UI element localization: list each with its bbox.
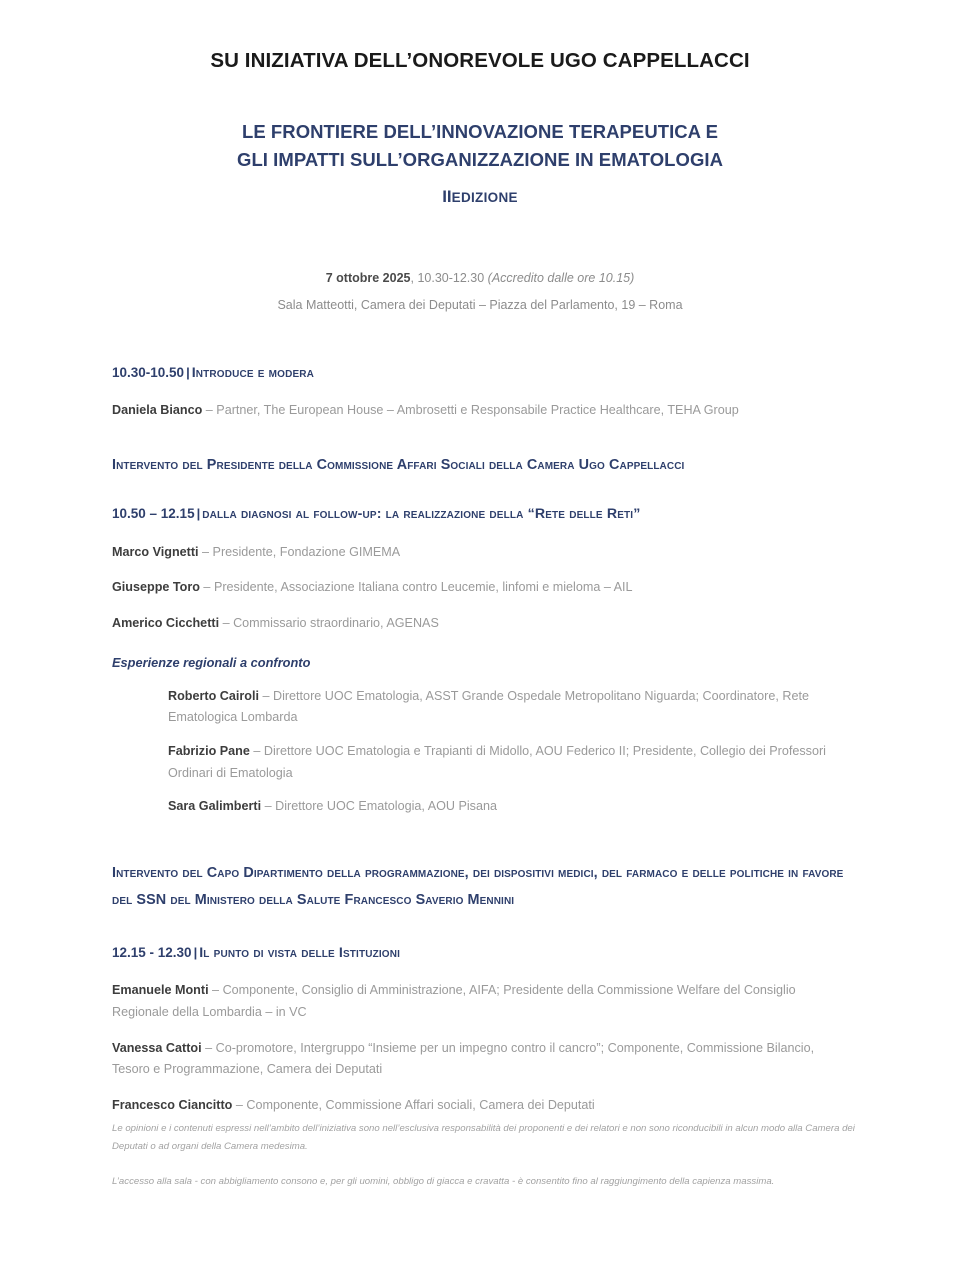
- speaker-role: – Direttore UOC Ematologia e Trapianti di Midollo, AOU Federico II; Presidente, Collegio dei Professori Ordinari di Ematologia: [168, 743, 826, 780]
- event-datetime-line: [0, 265, 960, 292]
- speaker-role: – Presidente, Associazione Italiana contro Leucemie, linfomi e mieloma – AIL: [199, 580, 633, 595]
- speaker-entry: [112, 400, 848, 422]
- speaker-entry: [168, 686, 848, 729]
- event-date: 7 ottobre 2025: [325, 270, 411, 285]
- speaker-role: – Co-promotore, Intergruppo “Insieme per un impegno contro il cancro”; Componente, Commissione Bilancio, Tesoro e Programmazione, Camera dei Deputati: [112, 1040, 815, 1077]
- program-slot-1-heading: [112, 363, 848, 384]
- speaker-name: Americo Cicchetti: [112, 615, 220, 630]
- speaker-name: Francesco Ciancitto: [112, 1098, 233, 1113]
- speaker-entry: [168, 796, 848, 818]
- slot-1-separator: |: [186, 364, 190, 380]
- speaker-entry: [112, 613, 848, 635]
- intervento-ministry-line-1: Intervento del Capo Dipartimento della programmazione, dei dispositivi medici, del farmaco e: [112, 864, 689, 881]
- speaker-entry: [112, 980, 848, 1023]
- speaker-name: Daniela Bianco: [112, 403, 203, 418]
- program-body: [0, 363, 960, 1117]
- intervento-heading-ministry: [112, 860, 848, 913]
- speaker-role: – Direttore UOC Ematologia, AOU Pisana: [261, 799, 497, 814]
- intervento-ministry-line-2: delle politiche in favore del SSN del Ministero della Salute Francesco Saverio Mennini: [112, 864, 844, 908]
- event-title-line-2: GLI IMPATTI SULL’ORGANIZZAZIONE IN EMATOLOGIA: [237, 149, 723, 171]
- slot-3-time: 12.15 - 12.30: [112, 945, 192, 961]
- speaker-role: – Commissario straordinario, AGENAS: [219, 615, 439, 630]
- speaker-name: Fabrizio Pane: [168, 743, 250, 758]
- speaker-name: Sara Galimberti: [168, 799, 262, 814]
- footer-disclaimer-responsibility: Le opinioni e i contenuti espressi nell’ambito dell’iniziativa sono nell’esclusiva responsabilità dei proponenti e dei relatori e non sono riconducibili in alcun modo alla Camera dei Deputati o ad organi della Camera medesima.: [112, 1123, 855, 1153]
- document-header: [0, 0, 960, 207]
- slot-2-time: 10.50 – 12.15: [112, 506, 195, 522]
- speaker-name: Marco Vignetti: [112, 544, 199, 559]
- program-slot-2-heading: [112, 504, 848, 525]
- event-accreditation-note: (Accredito dalle ore 10.15): [487, 270, 635, 285]
- speaker-role: – Presidente, Fondazione GIMEMA: [198, 544, 401, 559]
- speaker-role: – Partner, The European House – Ambrosetti e Responsabile Practice Healthcare, TEHA Group: [202, 403, 739, 418]
- edition-numeral: II: [442, 186, 452, 206]
- speaker-name: Roberto Cairoli: [168, 688, 259, 703]
- speaker-entry: [112, 1038, 848, 1081]
- speaker-name: Giuseppe Toro: [112, 580, 200, 595]
- slot-2-label: dalla diagnosi al follow-up: la realizzazione della “Rete delle Reti”: [202, 506, 641, 523]
- speaker-entry: [112, 542, 848, 564]
- speaker-entry: [112, 577, 848, 599]
- slot-3-label: Il punto di vista delle Istituzioni: [199, 945, 401, 962]
- event-time: , 10.30-12.30: [410, 270, 488, 285]
- program-slot-3-heading: [112, 943, 848, 964]
- speaker-role: – Componente, Commissione Affari sociali, Camera dei Deputati: [232, 1098, 595, 1113]
- speaker-entry: [112, 1095, 848, 1117]
- speaker-role: – Componente, Consiglio di Amministrazione, AIFA; Presidente della Commissione Welfare del Consiglio Regionale della Lombardia – in VC: [112, 983, 796, 1020]
- subsection-heading-regional: Esperienze regionali a confronto: [112, 654, 311, 670]
- slot-1-time: 10.30-10.50: [112, 364, 185, 380]
- speaker-entry: [168, 741, 848, 784]
- event-details: [0, 265, 960, 319]
- slot-1-label: Introduce e modera: [191, 364, 315, 381]
- event-title: [0, 118, 960, 175]
- event-venue: Sala Matteotti, Camera dei Deputati – Piazza del Parlamento, 19 – Roma: [277, 297, 683, 312]
- intervento-heading-president: Intervento del Presidente della Commissione Affari Sociali della Camera Ugo Cappellacci: [112, 456, 685, 473]
- slot-2-separator: |: [196, 506, 201, 522]
- edition-label: [0, 187, 960, 207]
- slot-3-separator: |: [193, 945, 198, 961]
- speaker-name: Vanessa Cattoi: [112, 1040, 202, 1055]
- footer-disclaimer-dresscode: L’accesso alla sala - con abbigliamento consono e, per gli uomini, obbligo di giacca e cravatta - è consentito fino al raggiungimento della capienza massima.: [112, 1175, 775, 1187]
- speaker-role: – Direttore UOC Ematologia, ASST Grande Ospedale Metropolitano Niguarda; Coordinatore, Rete Ematologica Lombarda: [168, 688, 809, 725]
- speaker-name: Emanuele Monti: [112, 983, 209, 998]
- promoter-line: SU INIZIATIVA DELL’ONOREVOLE UGO CAPPELLACCI: [210, 49, 750, 72]
- document-footer: [112, 1120, 856, 1207]
- event-title-line-1: LE FRONTIERE DELL’INNOVAZIONE TERAPEUTICA E: [242, 120, 718, 142]
- edition-word: EDIZIONE: [451, 189, 518, 205]
